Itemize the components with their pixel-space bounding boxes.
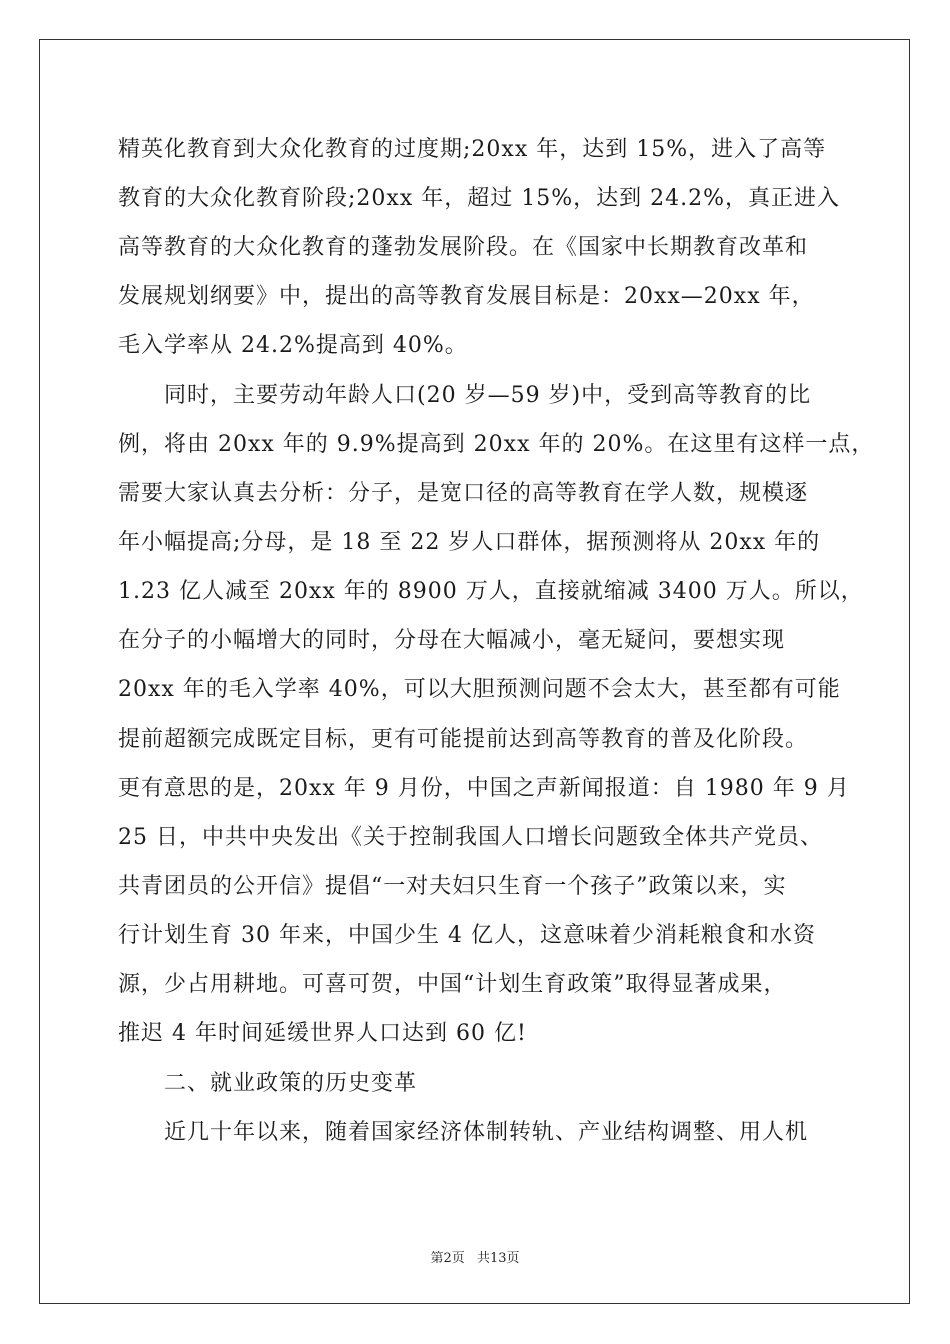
section-heading: 二、就业政策的历史变革 <box>164 1071 418 1096</box>
paragraph-line: 20xx 年的毛入学率 40%，可以大胆预测问题不会太大，甚至都有可能 <box>118 677 841 702</box>
paragraph-line: 同时，主要劳动年龄人口(20 岁—59 岁)中，受到高等教育的比 <box>164 383 812 408</box>
paragraph-line: 高等教育的大众化教育的蓬勃发展阶段。在《国家中长期教育改革和 <box>118 235 809 260</box>
paragraph-line: 例，将由 20xx 年的 9.9%提高到 20xx 年的 20%。在这里有这样一点， <box>118 432 875 457</box>
paragraph-line: 提前超额完成既定目标，更有可能提前达到高等教育的普及化阶段。 <box>118 727 809 752</box>
page-total: 共13页 <box>476 1251 520 1266</box>
paragraph-line: 共青团员的公开信》提倡“一对夫妇只生育一个孩子”政策以来，实 <box>118 874 787 899</box>
paragraph-line: 精英化教育到大众化教育的过度期;20xx 年，达到 15%，进入了高等 <box>118 137 827 162</box>
paragraph-line: 近几十年以来，随着国家经济体制转轨、产业结构调整、用人机 <box>164 1120 809 1145</box>
page-footer <box>0 1247 950 1266</box>
page-frame <box>39 39 910 1304</box>
paragraph-line: 推迟 4 年时间延缓世界人口达到 60 亿! <box>118 1021 527 1046</box>
paragraph-line: 年小幅提高;分母，是 18 至 22 岁人口群体，据预测将从 20xx 年的 <box>118 530 821 555</box>
paragraph-line: 源，少占用耕地。可喜可贺，中国“计划生育政策”取得显著成果， <box>118 972 787 997</box>
paragraph-line: 毛入学率从 24.2%提高到 40%。 <box>118 333 468 358</box>
paragraph-line: 教育的大众化教育阶段;20xx 年，超过 15%，达到 24.2%，真正进入 <box>118 186 840 211</box>
paragraph-line: 需要大家认真去分析：分子，是宽口径的高等教育在学人数，规模逐 <box>118 481 809 506</box>
paragraph-line: 行计划生育 30 年来，中国少生 4 亿人，这意味着少消耗粮食和水资 <box>118 923 816 948</box>
paragraph-line: 在分子的小幅增大的同时，分母在大幅减小，毫无疑问，要想实现 <box>118 628 786 653</box>
paragraph-line: 发展规划纲要》中，提出的高等教育发展目标是：20xx—20xx 年， <box>118 284 815 309</box>
paragraph-line: 25 日，中共中央发出《关于控制我国人口增长问题致全体共产党员、 <box>118 825 823 850</box>
paragraph-line: 更有意思的是，20xx 年 9 月份，中国之声新闻报道：自 1980 年 9 月 <box>118 776 850 801</box>
paragraph-line: 1.23 亿人减至 20xx 年的 8900 万人，直接就缩减 3400 万人。所以， <box>118 579 864 604</box>
page-number: 第2页 <box>430 1251 465 1266</box>
